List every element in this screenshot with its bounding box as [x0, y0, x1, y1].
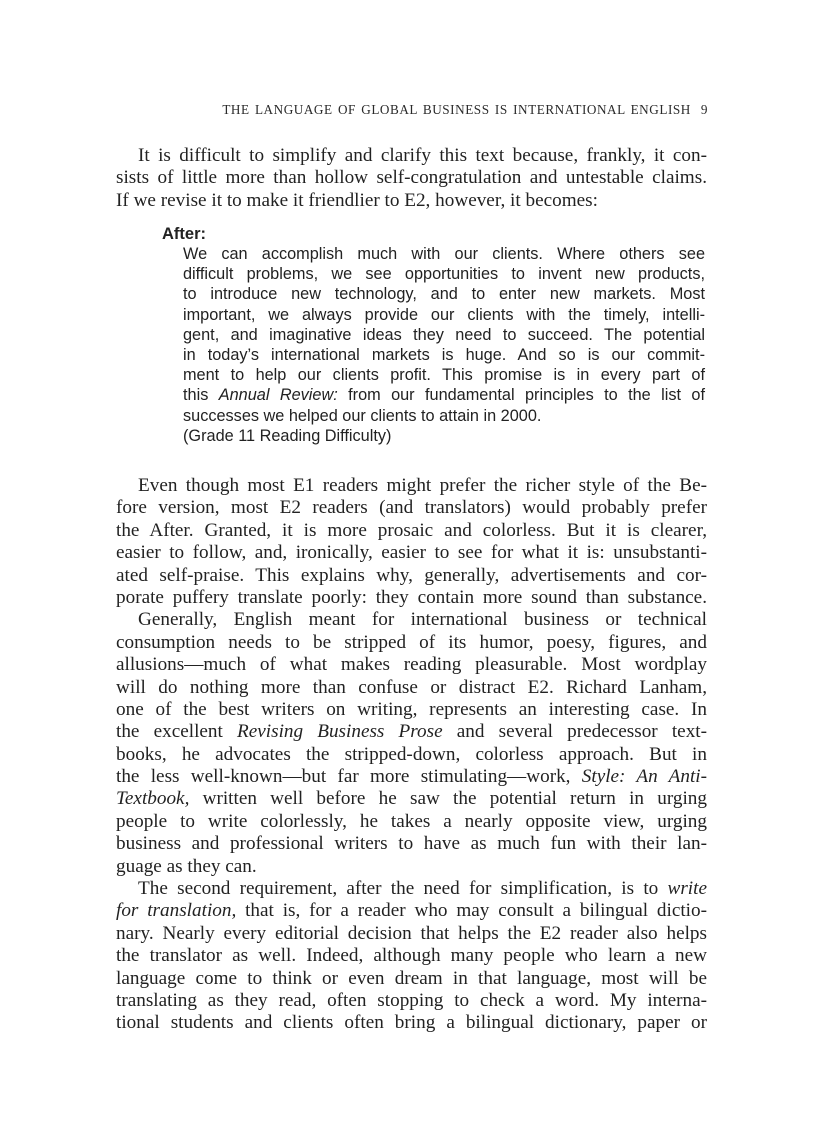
- text-line: [116, 900, 707, 922]
- text-run: written well before he saw the potential return in urging: [189, 788, 707, 810]
- text-run: the excellent: [116, 721, 238, 743]
- publication-title: Annual Review:: [218, 386, 338, 405]
- text-line: ment to help our clients profit. This promise is in every part of: [183, 366, 705, 385]
- text-line: business and professional writers to have as much fun with their lan-: [116, 833, 707, 855]
- text-line: Even though most E1 readers might prefer the richer style of the Be-: [138, 475, 707, 496]
- emphasis: for translation,: [116, 900, 237, 922]
- grade-note: (Grade 11 Reading Difficulty): [183, 426, 392, 445]
- text-run: from our fundamental principles to the list of: [337, 386, 705, 405]
- text-line: [183, 385, 705, 405]
- text-line: [116, 878, 707, 900]
- text-line: guage as they can.: [116, 855, 257, 877]
- text-line: ated self-praise. This explains why, generally, advertisements and cor-: [116, 564, 707, 586]
- text-line: the translator as well. Indeed, although many people who learn a new: [116, 945, 707, 967]
- paragraph-comparison: [116, 475, 707, 1035]
- text-line: easier to follow, and, ironically, easier to see for what it is: unsubstanti-: [116, 542, 707, 564]
- text-run: and several predecessor text-: [442, 721, 708, 743]
- text-line: It is difficult to simplify and clarify this text because, frankly, it con-: [138, 145, 707, 166]
- text-line: If we revise it to make it friendlier to E2, however, it becomes:: [116, 189, 598, 211]
- running-title: THE LANGUAGE OF GLOBAL BUSINESS IS INTERNATIONAL ENGLISH: [222, 102, 691, 117]
- text-line: gent, and imaginative ideas they need to succeed. The potential: [183, 325, 705, 344]
- text-line: to introduce new technology, and to enter new markets. Most: [183, 285, 705, 304]
- text-run: this: [183, 386, 219, 405]
- text-line: successes we helped our clients to attain in 2000.: [183, 406, 542, 425]
- after-example-block: [162, 224, 705, 446]
- after-label: After:: [162, 225, 206, 243]
- running-header: [116, 102, 708, 118]
- page-number: 9: [700, 102, 708, 117]
- text-line: translating as they read, often stopping to check a word. My interna-: [116, 989, 707, 1011]
- text-line: fore version, most E2 readers (and translators) would probably prefer: [116, 497, 707, 519]
- emphasis: write: [667, 878, 707, 900]
- after-example-text: [183, 244, 705, 446]
- text-line: Generally, English meant for international business or technical: [138, 609, 707, 631]
- text-line: [116, 721, 707, 743]
- text-line: [116, 788, 707, 810]
- text-run: that is, for a reader who may consult a bilingual dictio-: [236, 900, 707, 922]
- text-run: The second requirement, after the need for simplification, is to: [138, 878, 668, 900]
- text-line: consumption needs to be stripped of its humor, poesy, figures, and: [116, 631, 707, 653]
- text-run: the less well-known—but far more stimulating—work,: [116, 766, 582, 788]
- text-line: language come to think or even dream in that language, most will be: [116, 967, 707, 989]
- text-line: will do nothing more than confuse or distract E2. Richard Lanham,: [116, 676, 707, 698]
- text-line: [116, 766, 707, 788]
- text-line: people to write colorlessly, he takes a nearly opposite view, urging: [116, 810, 707, 832]
- text-line: the After. Granted, it is more prosaic and colorless. But it is clearer,: [116, 519, 707, 541]
- text-line: one of the best writers on writing, represents an interesting case. In: [116, 698, 707, 720]
- text-line: books, he advocates the stripped-down, colorless approach. But in: [116, 743, 707, 765]
- text-line: sists of little more than hollow self-congratulation and untestable claims.: [116, 167, 707, 189]
- text-line: tional students and clients often bring a bilingual dictionary, paper or: [116, 1012, 707, 1034]
- book-title: Textbook,: [116, 788, 190, 810]
- text-line: allusions—much of what makes reading pleasurable. Most wordplay: [116, 654, 707, 676]
- book-title: Style: An Anti-: [581, 766, 707, 788]
- text-line: difficult problems, we see opportunities to invent new products,: [183, 265, 705, 284]
- paragraph-intro: [116, 145, 707, 212]
- book-title: Revising Business Prose: [237, 721, 443, 743]
- text-line: in today’s international markets is huge. And so is our commit-: [183, 345, 705, 364]
- text-line: important, we always provide our clients with the timely, intelli-: [183, 305, 705, 324]
- text-line: porate puffery translate poorly: they contain more sound than substance.: [116, 586, 707, 608]
- text-line: nary. Nearly every editorial decision that helps the E2 reader also helps: [116, 922, 707, 944]
- text-line: We can accomplish much with our clients. Where others see: [183, 245, 705, 263]
